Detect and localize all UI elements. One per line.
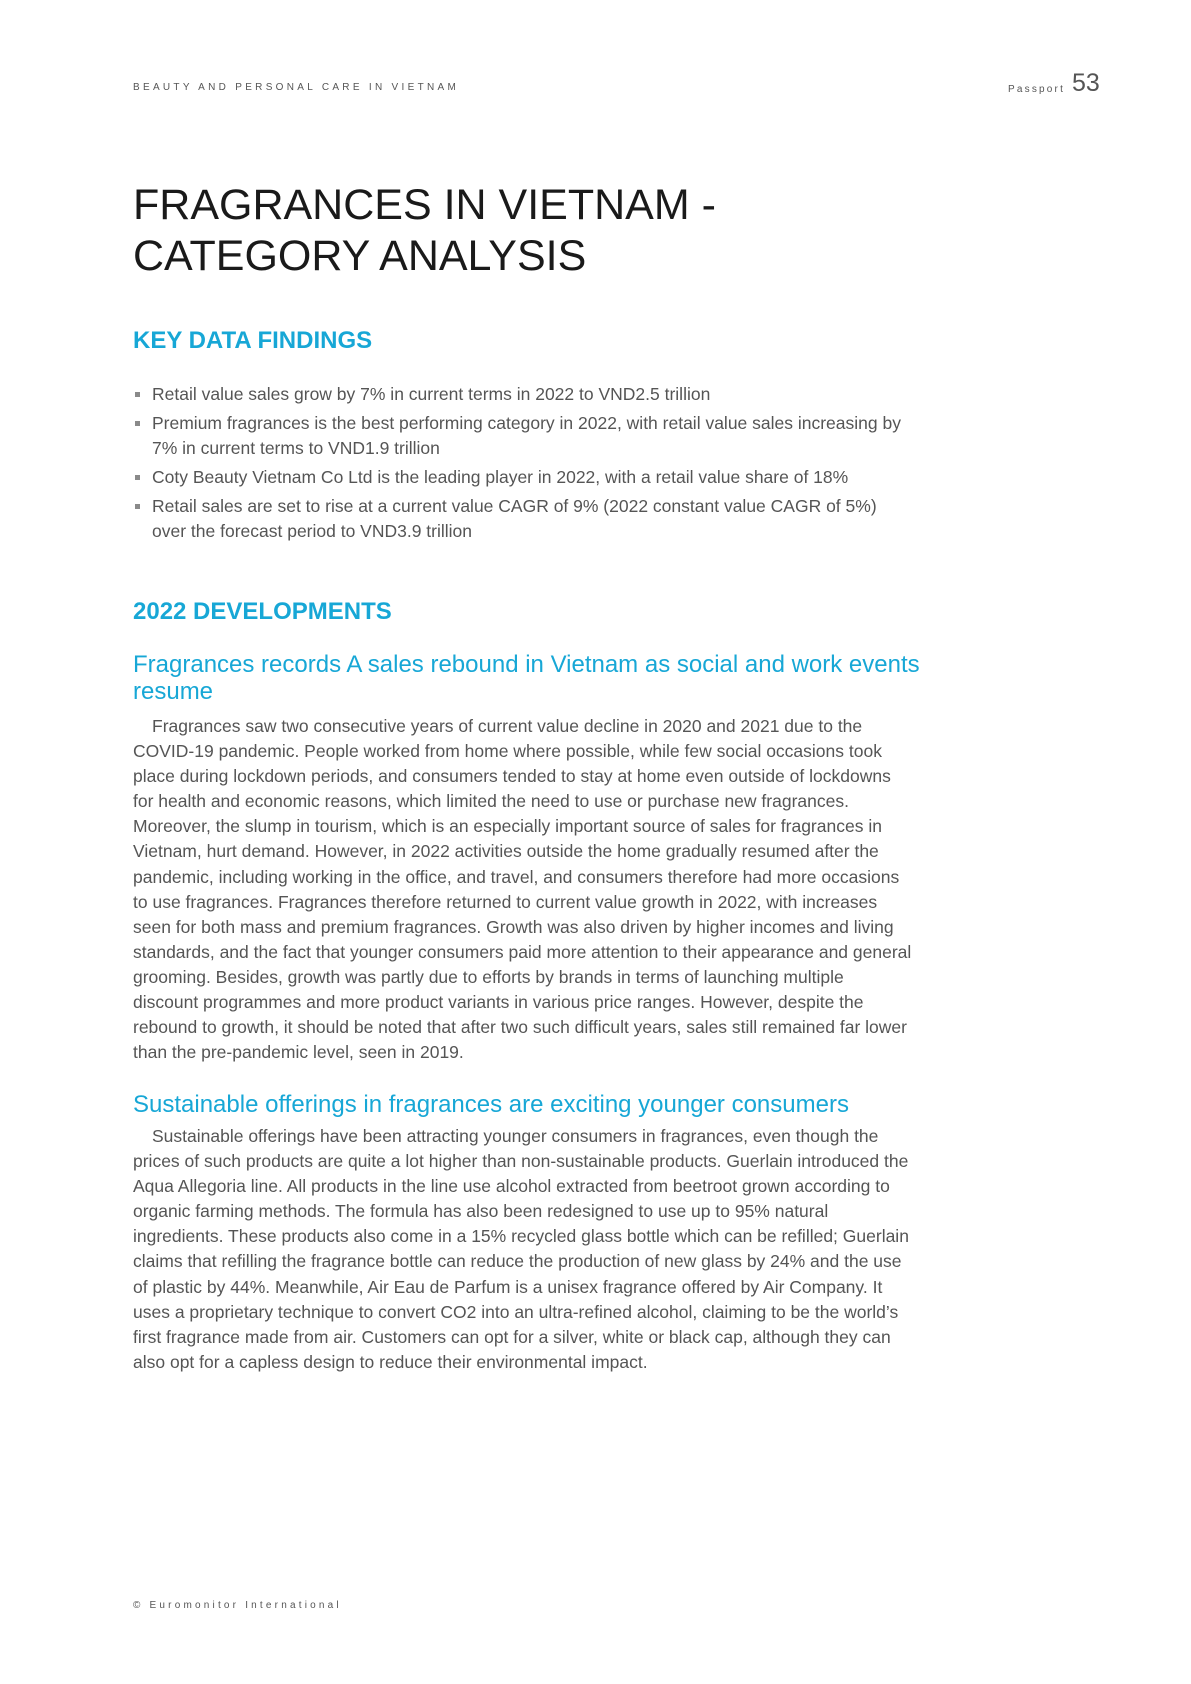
paragraph-sales-rebound: Fragrances saw two consecutive years of current value decline in 2020 and 2021 due to the COVID-19 pandemic. People worked from home where possible, while few social occasions took place during lockdown periods, and consumers tended to stay at home even outside of lockdowns for health and economic reasons, which limited the need to use or purchase new fragrances. Moreover, the slump in tourism, which is an especially important source of sales for fragrances in Vietnam, hurt demand. However, in 2022 activities outside the home gradually resumed after the pandemic, including working in the office, and travel, and consumers therefore had more occasions to use fragrances. Fragrances therefore returned to current value growth in 2022, with increases seen for both mass and premium fragrances. Growth was also driven by higher incomes and living standards, and the fact that younger consumers paid more attention to their appearance and general grooming. Besides, growth was partly due to efforts by brands in terms of launching multiple discount programmes and more product variants in various price ranges. However, despite the rebound to growth, it should be noted that after two such difficult years, sales still remained far lower than the pre-pandemic level, seen in 2019. bbox=[133, 716, 912, 1063]
page-title-line-2: CATEGORY ANALYSIS bbox=[133, 232, 587, 280]
page-title bbox=[133, 180, 716, 282]
developments-heading: 2022 DEVELOPMENTS bbox=[133, 598, 392, 625]
page-number: 53 bbox=[1072, 69, 1100, 97]
list-item bbox=[133, 494, 913, 544]
key-data-findings-heading: KEY DATA FINDINGS bbox=[133, 327, 373, 354]
paragraph-sustainable-offerings: Sustainable offerings have been attracting younger consumers in fragrances, even though the prices of such products are quite a lot higher than non-sustainable products. Guerlain introduced the Aqua Allegoria line. All products in the line use alcohol extracted from beetroot grown according to organic farming methods. The formula has also been redesigned to use up to 95% natural ingredients. These products also come in a 15% recycled glass bottle which can be refilled; Guerlain claims that refilling the fragrance bottle can reduce the production of new glass by 24% and the use of plastic by 44%. Meanwhile, Air Eau de Parfum is a unisex fragrance offered by Air Company. It uses a proprietary technique to convert CO2 into an ultra-refined alcohol, claiming to be the world’s first fragrance made from air. Customers can opt for a silver, white or black cap, although they can also opt for a capless design to reduce their environmental impact. bbox=[133, 1126, 909, 1372]
list-item-text: Retail value sales grow by 7% in current terms in 2022 to VND2.5 trillion bbox=[152, 384, 711, 404]
page-title-line-1: FRAGRANCES IN VIETNAM - bbox=[133, 181, 716, 229]
bullet-square-icon bbox=[135, 504, 140, 509]
list-item-text: Premium fragrances is the best performing category in 2022, with retail value sales increasing by 7% in current terms to VND1.9 trillion bbox=[152, 413, 901, 458]
passport-label: Passport bbox=[1008, 84, 1066, 95]
key-findings-list bbox=[133, 382, 913, 548]
subheading-sustainable-offerings: Sustainable offerings in fragrances are exciting younger consumers bbox=[133, 1091, 849, 1118]
running-header: BEAUTY AND PERSONAL CARE IN VIETNAM bbox=[133, 82, 460, 93]
list-item bbox=[133, 411, 913, 461]
footer-copyright: © Euromonitor International bbox=[133, 1600, 342, 1611]
list-item bbox=[133, 465, 913, 490]
bullet-square-icon bbox=[135, 475, 140, 480]
subheading-sales-rebound: Fragrances records A sales rebound in Vietnam as social and work events resume bbox=[133, 651, 920, 705]
bullet-square-icon bbox=[135, 392, 140, 397]
list-item bbox=[133, 382, 913, 407]
bullet-square-icon bbox=[135, 421, 140, 426]
list-item-text: Coty Beauty Vietnam Co Ltd is the leading player in 2022, with a retail value share of 18% bbox=[152, 467, 849, 487]
list-item-text: Retail sales are set to rise at a current value CAGR of 9% (2022 constant value CAGR of 5%) over the forecast period to VND3.9 trillion bbox=[152, 496, 877, 541]
